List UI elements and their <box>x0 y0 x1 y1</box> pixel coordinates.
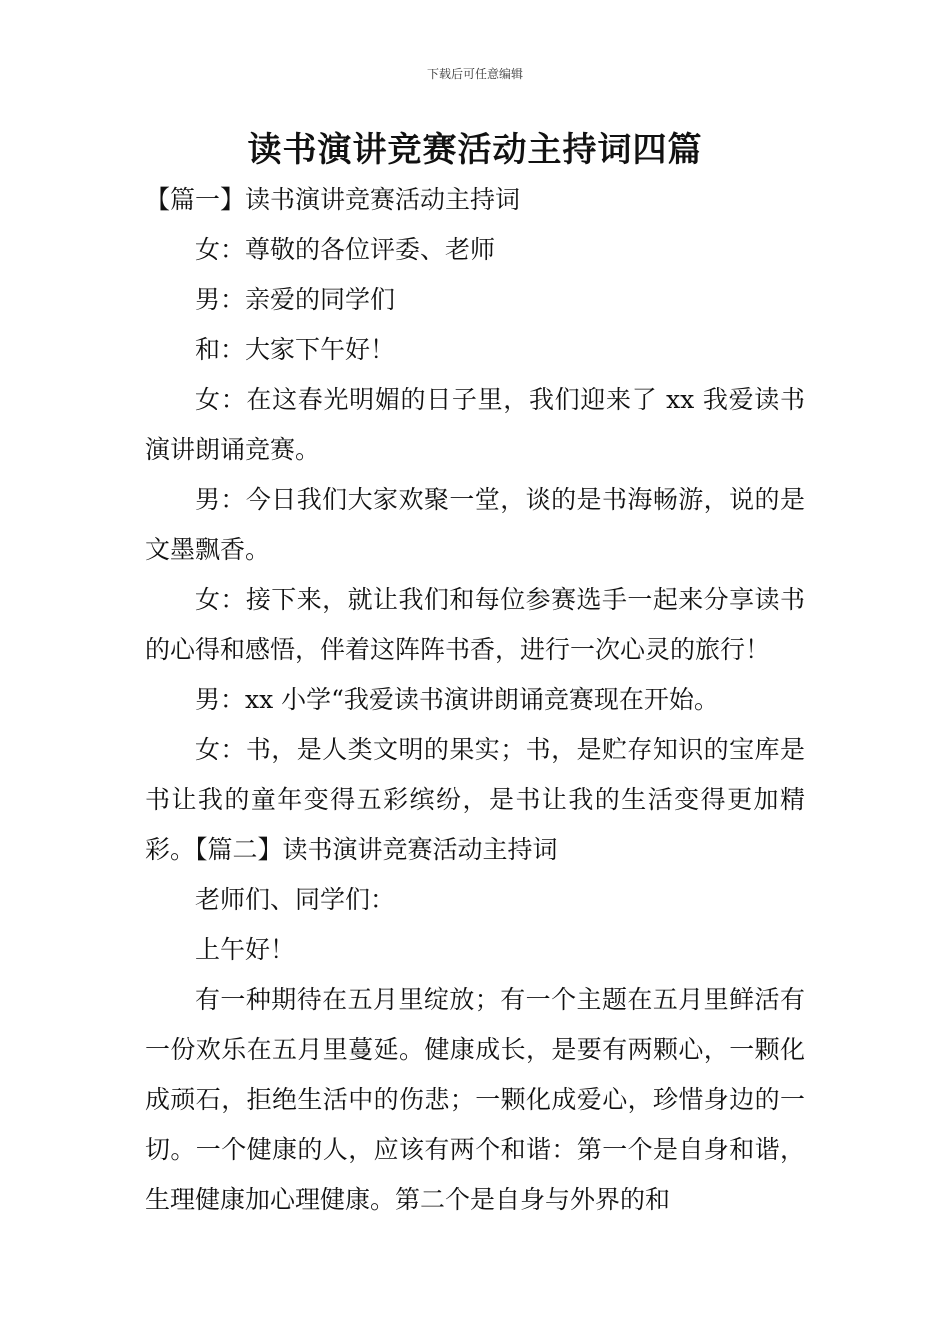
document-body <box>145 175 805 1225</box>
paragraph: 【篇一】读书演讲竞赛活动主持词 <box>145 185 521 214</box>
paragraph: 女：接下来，就让我们和每位参赛选手一起来分享读书的心得和感悟，伴着这阵阵书香，进行一次心灵的旅行！ <box>145 585 805 664</box>
paragraph: 老师们、同学们： <box>195 885 396 914</box>
paragraph: 男：今日我们大家欢聚一堂，谈的是书海畅游，说的是文墨飘香。 <box>145 485 805 564</box>
document-title: 读书演讲竞赛活动主持词四篇 <box>247 130 703 170</box>
paragraph: 和：大家下午好！ <box>195 335 396 364</box>
header-note: 下载后可任意编辑 <box>426 67 523 81</box>
paragraph: 男：亲爱的同学们 <box>195 285 396 314</box>
paragraph: 女：书，是人类文明的果实；书，是贮存知识的宝库是书让我的童年变得五彩缤纷，是书让我的生活变得更加精彩。【篇二】读书演讲竞赛活动主持词 <box>145 735 805 864</box>
paragraph: 有一种期待在五月里绽放；有一个主题在五月里鲜活有一份欢乐在五月里蔓延。健康成长，是要有两颗心，一颗化成顽石，拒绝生活中的伤悲；一颗化成爱心，珍惜身边的一切。一个健康的人，应该有两个和谐：第一个是自身和谐，生理健康加心理健康。第二个是自身与外界的和 <box>145 985 805 1214</box>
paragraph: 女：尊敬的各位评委、老师 <box>195 235 496 264</box>
paragraph: 女：在这春光明媚的日子里，我们迎来了 xx 我爱读书演讲朗诵竞赛。 <box>145 385 805 464</box>
paragraph: 上午好！ <box>195 935 296 964</box>
paragraph: 男：xx 小学“我爱读书演讲朗诵竞赛现在开始。 <box>195 685 719 714</box>
